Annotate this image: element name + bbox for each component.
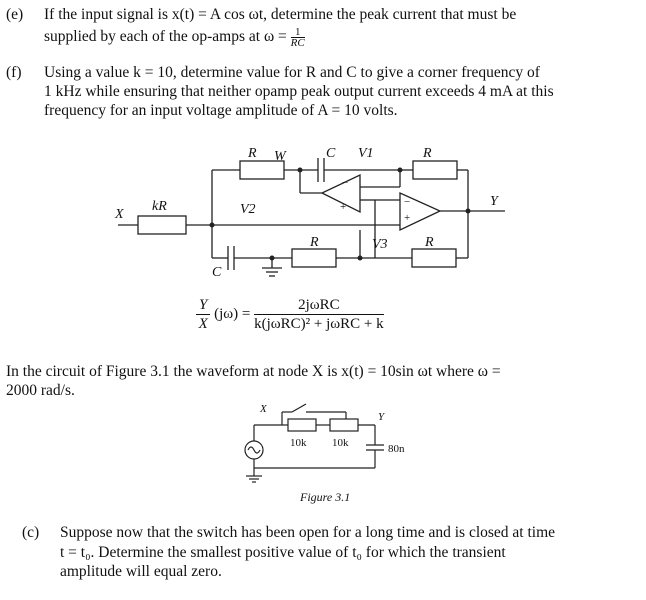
transfer-function [196, 296, 384, 333]
svg-text:+: + [340, 201, 347, 213]
label-r-top1: R [248, 146, 257, 161]
label-w: W [274, 149, 286, 164]
label-v1: V1 [358, 146, 374, 161]
omega-den: RC [290, 37, 305, 49]
svg-text:+: + [404, 212, 411, 224]
circuit2-node-x: X [260, 403, 267, 415]
circuit2-r2: 10k [332, 437, 349, 449]
tf-lhs-den: X [198, 316, 208, 332]
label-x: X [115, 207, 124, 222]
label-y: Y [490, 194, 498, 209]
circuit2-node-y: Y [378, 411, 385, 423]
tf-lhs-fraction [196, 296, 210, 333]
tf-lhs-arg: (jω) = [214, 305, 251, 322]
label-r-right: R [425, 235, 434, 250]
label-c-bottom: C [212, 265, 222, 280]
figure-caption: Figure 3.1 [300, 490, 351, 504]
part-f-line1: Using a value k = 10, determine value for R and C to give a corner frequency of [44, 64, 540, 81]
svg-text:−: − [342, 177, 349, 189]
tf-lhs-num: Y [196, 296, 210, 315]
circuit2-cap: 80n [388, 443, 405, 455]
tf-rhs-den: k(jωRC)² + jωRC + k [254, 316, 384, 332]
label-r-top2: R [423, 146, 432, 161]
part-f-line2: 1 kHz while ensuring that neither opamp peak output current exceeds 4 mA at this [44, 83, 554, 100]
part-f-line3: frequency for an input voltage amplitude of A = 10 volts. [44, 102, 398, 119]
part-c-line2: t = t₀. Determine the smallest positive value of t₀ for which the transient [60, 544, 506, 561]
part-c-label: (c) [22, 524, 40, 541]
label-v3: V3 [372, 237, 388, 252]
tf-rhs-fraction [254, 296, 384, 333]
part-c-line3: amplitude will equal zero. [60, 563, 222, 580]
intro-line2: 2000 rad/s. [6, 382, 75, 399]
part-e-label: (e) [6, 6, 24, 23]
svg-text:−: − [404, 196, 411, 208]
part-f-label: (f) [6, 64, 22, 81]
label-r-mid: R [310, 235, 319, 250]
intro-line1: In the circuit of Figure 3.1 the waveform at node X is x(t) = 10sin ωt where ω = [6, 363, 501, 380]
omega-num: 1 [291, 27, 305, 38]
part-c-line1: Suppose now that the switch has been open for a long time and is closed at time [60, 524, 556, 541]
part-e-line2-text: supplied by each of the op-amps at ω = [44, 28, 287, 46]
part-e-line1: If the input signal is x(t) = A cos ωt, determine the peak current that must be [44, 6, 517, 23]
label-kr: kR [152, 199, 167, 214]
label-c-top: C [326, 146, 336, 161]
tf-rhs-num: 2jωRC [254, 296, 384, 315]
circuit2-r1: 10k [290, 437, 307, 449]
label-v2: V2 [240, 202, 256, 217]
